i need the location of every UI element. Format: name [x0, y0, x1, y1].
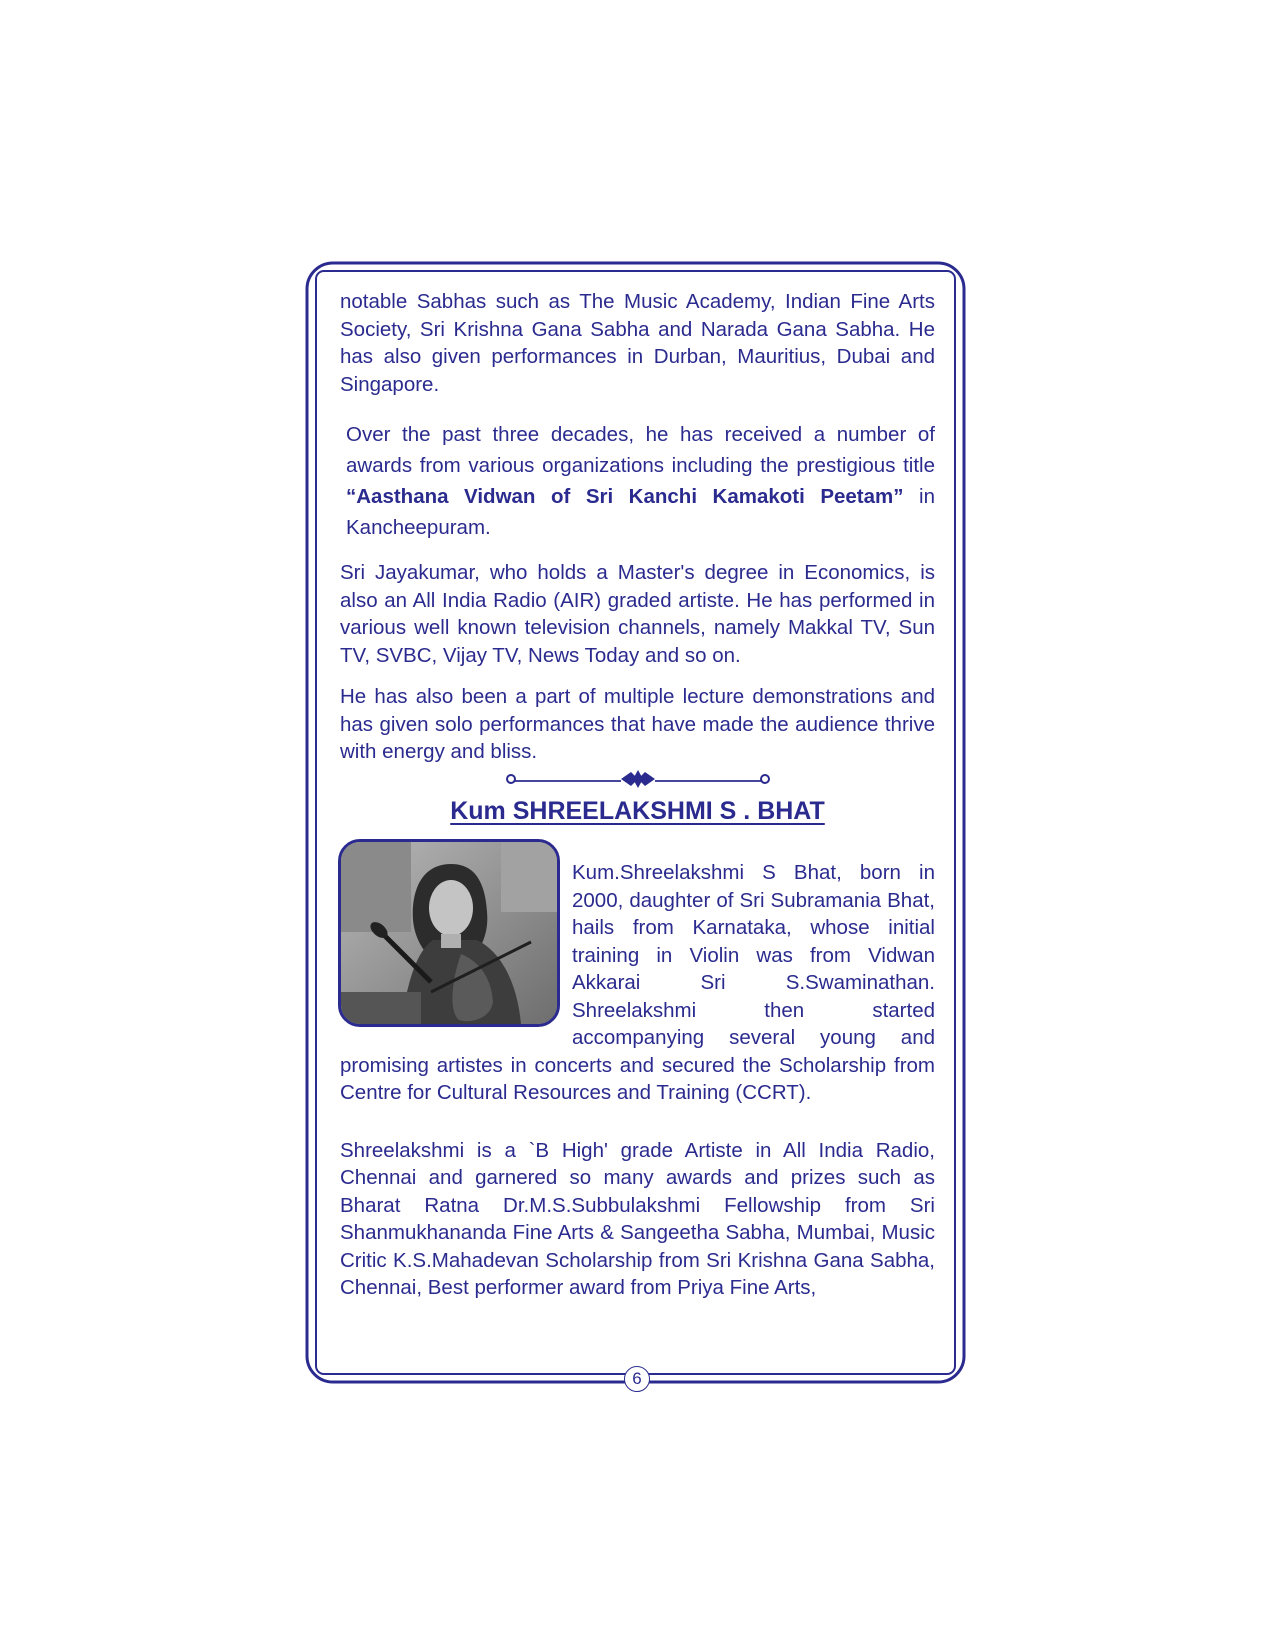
award-title: “Aasthana Vidwan of Sri Kanchi Kamakoti Peetam” [346, 485, 904, 508]
awards-text-start: Over the past three decades, he has received a number of awards from various organizations including the prestigious title [346, 423, 935, 477]
paragraph-awards [340, 419, 935, 543]
bio-block [340, 839, 935, 1107]
paragraph-education: Sri Jayakumar, who holds a Master's degree in Economics, is also an All India Radio (AIR) graded artiste. He has performed in various well known television channels, namely Makkal TV, Sun TV, SVBC, Vijay TV, News Today and so on. [340, 561, 935, 667]
awards-text-end: in Kancheepuram. [346, 485, 935, 539]
section-heading: Kum SHREELAKSHMI S . BHAT [450, 796, 825, 825]
artist-photo [338, 839, 560, 1027]
paragraph-shreelakshmi-awards: Shreelakshmi is a `B High' grade Artiste in All India Radio, Chennai and garnered so many awards and prizes such as Bharat Ratna Dr.M.S.Subbulakshmi Fellowship from Sri Shanmukhananda Fine Arts & Sangeetha Sabha, Mumbai, Music Critic K.S.Mahadevan Scholarship from Sri Krishna Gana Sabha, Chennai, Best performer award from Priya Fine Arts, [340, 1138, 935, 1299]
paragraph-sabhas: notable Sabhas such as The Music Academy, Indian Fine Arts Society, Sri Krishna Gana Sabha and Narada Gana Sabha. He has also given performances in Durban, Mauritius, Dubai and Singapore. [340, 290, 935, 396]
page-content [340, 288, 935, 1302]
paragraph-lectures: He has also been a part of multiple lecture demonstrations and has given solo performances that have made the audience thrive with energy and bliss. [340, 685, 935, 763]
divider-ornament-icon [503, 768, 773, 790]
paragraph-shreelakshmi-intro: Kum.Shreelakshmi S Bhat, born in 2000, daughter of Sri Subramania Bhat, hails from Karnataka, whose initial training in Violin was from Vidwan Akkarai Sri S.Swaminathan. Shreelakshmi then started accompanying several young and promising artistes in concerts and secured the Scholarship from Centre for Cultural Resources and Training (CCRT). [340, 861, 935, 1104]
page-number: 6 [624, 1366, 650, 1392]
